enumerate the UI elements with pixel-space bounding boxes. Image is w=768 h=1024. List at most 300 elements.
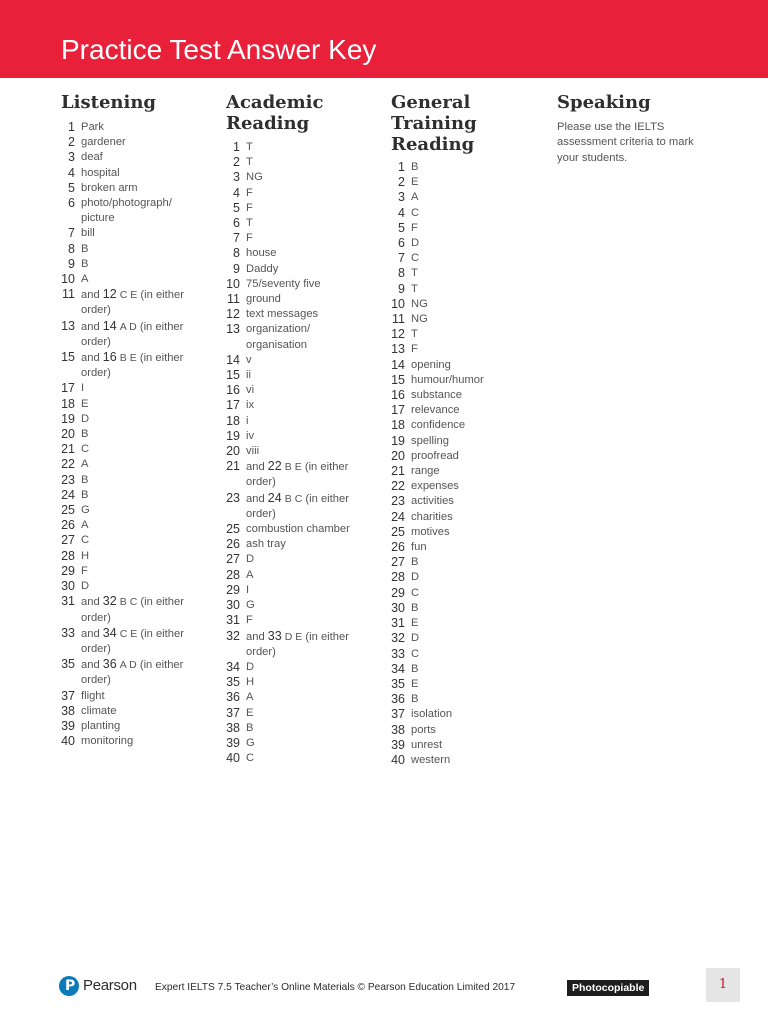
answer-row: [61, 257, 211, 272]
answer-text: [411, 510, 453, 525]
general-training-reading-column: [391, 92, 541, 768]
answer-row: [61, 719, 211, 734]
answer-row: [226, 368, 376, 383]
answer-value: (in either: [304, 461, 349, 474]
answer-row: [391, 631, 541, 646]
answer-value: B: [411, 556, 419, 569]
question-number: 15: [391, 372, 405, 387]
question-number: 14: [226, 352, 240, 367]
answer-value: i: [246, 414, 249, 427]
answer-value: C: [411, 586, 420, 599]
answer-text: [81, 196, 172, 211]
question-number: 6: [398, 236, 405, 251]
answer-row: [226, 675, 376, 690]
question-number: 23: [61, 472, 75, 487]
answer-letters: B C: [119, 596, 138, 609]
answer-text: [246, 186, 253, 201]
answer-text: [81, 150, 103, 165]
answer-text: [81, 412, 89, 427]
question-number: 4: [398, 205, 405, 220]
question-number: 38: [391, 722, 405, 737]
question-number: [226, 338, 240, 353]
answer-row: [61, 196, 211, 211]
answer-row: [391, 464, 541, 479]
question-number: 8: [233, 246, 240, 261]
answer-text: [246, 292, 281, 307]
answer-row: [391, 677, 541, 692]
question-number: 19: [61, 411, 75, 426]
page-title: Practice Test Answer Key: [61, 34, 377, 65]
question-number: 38: [61, 703, 75, 718]
answer-text: [246, 583, 249, 598]
answer-value: planting: [81, 719, 121, 732]
pearson-logo-text: Pearson: [83, 977, 137, 994]
answer-value: E: [411, 617, 419, 630]
answer-row: [226, 231, 376, 246]
section-heading-line: Training: [391, 113, 477, 134]
paired-question-number: 16: [102, 350, 117, 365]
answer-value: gardener: [81, 136, 126, 149]
answer-text: [411, 434, 449, 449]
question-number: 40: [391, 752, 405, 767]
answer-value: H: [81, 549, 90, 562]
answer-value: F: [246, 186, 253, 199]
answer-value: (in either: [305, 630, 349, 643]
answer-value: deaf: [81, 151, 103, 164]
answer-value: ash tray: [246, 538, 286, 551]
answer-value: substance: [411, 389, 462, 402]
and-word: and: [81, 659, 100, 672]
answer-value: A: [246, 568, 254, 581]
answer-row: [391, 373, 541, 388]
answer-value: G: [246, 736, 255, 749]
question-number: 37: [391, 707, 405, 722]
question-number: 24: [61, 487, 75, 502]
answer-value: unrest: [411, 738, 443, 751]
answer-row: [61, 319, 211, 335]
answer-row: [391, 738, 541, 753]
answer-text: [246, 552, 254, 567]
paired-question-number: 24: [267, 490, 282, 505]
answer-row: [61, 611, 211, 626]
answer-value: organisation: [246, 338, 307, 351]
answer-text: [411, 464, 440, 479]
answer-row: [61, 287, 211, 303]
answer-value: (in either: [140, 596, 184, 609]
answer-value: C: [411, 647, 420, 660]
question-number: 33: [61, 625, 75, 640]
answer-value: A: [81, 273, 89, 286]
answer-text: [411, 297, 428, 312]
question-number: 3: [233, 170, 240, 185]
question-number: 35: [391, 676, 405, 691]
answer-row: [61, 503, 211, 518]
question-number: 11: [392, 312, 405, 327]
question-number: 31: [226, 613, 240, 628]
answer-value: (in either: [140, 627, 184, 640]
answer-text: [81, 272, 88, 287]
answer-text: [81, 734, 133, 749]
answer-text: [411, 586, 419, 601]
answer-row: [226, 721, 376, 736]
answer-text: [246, 706, 253, 721]
answer-row: [226, 690, 376, 705]
question-number: [61, 366, 75, 381]
answer-text: [246, 262, 278, 277]
question-number: 11: [62, 287, 75, 302]
answer-row: [391, 616, 541, 631]
answer-text: [81, 211, 115, 226]
question-number: 27: [226, 552, 240, 567]
question-number: 8: [68, 241, 75, 256]
question-number: 29: [391, 585, 405, 600]
answer-row: [226, 444, 376, 459]
answer-text: [246, 598, 255, 613]
question-number: 40: [226, 751, 240, 766]
answer-row: [226, 429, 376, 444]
answer-text: [81, 350, 183, 366]
answer-value: B: [411, 601, 419, 614]
question-number: 7: [398, 251, 405, 266]
answer-text: [81, 533, 89, 548]
answer-text: [81, 564, 88, 579]
answer-text: [411, 282, 418, 297]
question-number: 34: [226, 659, 240, 674]
answer-text: [81, 611, 111, 626]
question-number: 35: [226, 675, 240, 690]
answer-value: ix: [246, 399, 255, 412]
answer-text: [81, 135, 126, 150]
answer-row: [61, 734, 211, 749]
question-number: 1: [233, 140, 240, 154]
answer-text: [81, 488, 88, 503]
answer-row: [226, 277, 376, 292]
and-word: and: [81, 289, 100, 302]
question-number: 36: [226, 690, 240, 705]
question-number: 16: [391, 388, 405, 403]
answer-text: [411, 388, 462, 403]
answer-text: [81, 120, 104, 135]
answer-row: [61, 579, 211, 594]
answer-text: [81, 226, 95, 241]
answer-value: D: [246, 660, 255, 673]
question-number: 9: [68, 256, 75, 271]
answer-value: C: [411, 252, 420, 265]
answer-value: order): [81, 335, 111, 348]
answer-value: B: [246, 721, 254, 734]
answer-text: [246, 216, 253, 231]
answer-text: [411, 479, 459, 494]
answer-value: E: [81, 397, 89, 410]
answer-row: [391, 297, 541, 312]
answer-text: [411, 525, 450, 540]
answer-text: [246, 140, 253, 155]
answer-value: spelling: [411, 434, 449, 447]
answer-text: [411, 236, 419, 251]
answer-row: [226, 522, 376, 537]
answer-row: [61, 488, 211, 503]
answer-row: [226, 537, 376, 552]
answer-row: [391, 723, 541, 738]
question-number: 28: [226, 567, 240, 582]
answer-value: A: [411, 191, 419, 204]
answer-text: [81, 503, 90, 518]
copyright-notice: Expert IELTS 7.5 Teacher’s Online Materials © Pearson Education Limited 2017: [155, 982, 516, 993]
answer-value: v: [246, 353, 252, 366]
answer-row: [226, 629, 376, 645]
answer-row: [391, 753, 541, 768]
answer-value: NG: [246, 171, 263, 184]
answer-row: [391, 540, 541, 555]
answer-text: [246, 246, 276, 261]
answer-letters: A D: [119, 659, 137, 672]
answer-value: B: [81, 242, 89, 255]
photocopiable-badge: Photocopiable: [567, 980, 649, 996]
answer-value: 75/seventy five: [246, 277, 321, 290]
answer-row: [391, 707, 541, 722]
answer-row: [61, 689, 211, 704]
answer-row: [61, 397, 211, 412]
answer-row: [226, 583, 376, 598]
section-heading-line: Listening: [61, 92, 156, 113]
academic-reading-column: [226, 92, 376, 766]
answer-row: [61, 226, 211, 241]
question-number: 18: [391, 418, 405, 433]
answer-text: [81, 626, 184, 642]
answer-text: [411, 555, 418, 570]
answer-value: organization/: [246, 323, 311, 336]
answer-row: [391, 282, 541, 297]
answer-row: [61, 564, 211, 579]
answer-text: [246, 307, 318, 322]
question-number: 24: [391, 509, 405, 524]
question-number: 20: [226, 444, 240, 459]
section-heading-line: Academic: [226, 92, 324, 113]
answer-row: [226, 475, 376, 490]
answer-value: D: [411, 632, 420, 645]
answer-text: [246, 475, 276, 490]
question-number: 13: [226, 322, 240, 337]
question-number: 2: [68, 135, 75, 150]
answer-row: [391, 175, 541, 190]
section-heading-line: General: [391, 92, 471, 113]
question-number: 20: [61, 427, 75, 442]
answer-text: [246, 736, 255, 751]
question-number: 18: [226, 413, 240, 428]
question-number: 23: [226, 490, 240, 505]
question-number: 9: [233, 261, 240, 276]
question-number: 31: [391, 616, 405, 631]
question-number: [226, 645, 240, 660]
answer-text: [411, 449, 459, 464]
answer-text: [81, 181, 138, 196]
and-word: and: [81, 352, 100, 365]
answer-text: [246, 201, 253, 216]
question-number: [61, 211, 75, 226]
answer-value: B: [81, 473, 89, 486]
answer-value: activities: [411, 495, 454, 508]
question-number: 20: [391, 448, 405, 463]
answer-value: D: [246, 553, 255, 566]
answer-text: [246, 751, 254, 766]
answer-value: E: [246, 706, 254, 719]
question-number: 26: [391, 540, 405, 555]
answer-row: [391, 479, 541, 494]
answer-text: [246, 675, 254, 690]
answer-row: [226, 507, 376, 522]
speaking-column: [557, 92, 717, 166]
answer-letters: B E: [284, 461, 302, 474]
answer-row: [61, 211, 211, 226]
answer-value: order): [81, 674, 111, 687]
answer-value: order): [81, 304, 111, 317]
answer-text: [246, 398, 254, 413]
answer-text: [411, 677, 418, 692]
question-number: 12: [226, 307, 240, 322]
answer-text: [246, 170, 263, 185]
answer-row: [391, 236, 541, 251]
answer-value: iv: [246, 429, 255, 442]
answer-value: climate: [81, 704, 117, 717]
question-number: 35: [61, 657, 75, 672]
answer-value: T: [411, 282, 418, 295]
answer-value: picture: [81, 212, 115, 225]
question-number: 27: [391, 555, 405, 570]
answer-value: A: [81, 458, 89, 471]
answer-text: [81, 242, 88, 257]
answer-text: [246, 383, 254, 398]
answer-value: T: [411, 267, 418, 280]
and-word: and: [246, 630, 265, 643]
answer-text: [81, 335, 111, 350]
answer-value: F: [246, 614, 253, 627]
answer-text: [411, 570, 419, 585]
answer-text: [411, 342, 418, 357]
answer-value: proofread: [411, 449, 459, 462]
answer-value: order): [81, 367, 111, 380]
answer-text: [411, 190, 418, 205]
header-banner: [0, 0, 768, 78]
answer-text: [81, 427, 88, 442]
question-number: 11: [227, 292, 240, 307]
answer-value: E: [411, 677, 419, 690]
question-number: 9: [398, 281, 405, 296]
answer-text: [246, 338, 307, 353]
answer-text: [81, 442, 89, 457]
answer-value: C: [246, 752, 255, 765]
question-number: 15: [226, 368, 240, 383]
answer-row: [391, 601, 541, 616]
answer-value: I: [81, 382, 85, 395]
answer-value: (in either: [140, 289, 184, 302]
answer-row: [61, 473, 211, 488]
answer-row: [391, 327, 541, 342]
answer-text: [81, 689, 105, 704]
answer-value: expenses: [411, 480, 459, 493]
question-number: 21: [226, 459, 240, 474]
answer-text: [81, 704, 116, 719]
question-number: 22: [61, 457, 75, 472]
question-number: 10: [61, 272, 75, 287]
answer-value: monitoring: [81, 735, 134, 748]
answer-row: [226, 201, 376, 216]
answer-value: C: [81, 534, 90, 547]
answer-row: [226, 568, 376, 583]
answer-row: [391, 662, 541, 677]
section-heading: [226, 92, 376, 134]
answer-text: [246, 353, 252, 368]
and-word: and: [81, 627, 100, 640]
question-number: 19: [391, 433, 405, 448]
answer-row: [226, 736, 376, 751]
answer-text: [411, 723, 436, 738]
question-number: 6: [233, 216, 240, 231]
answer-row: [391, 586, 541, 601]
answer-row: [226, 645, 376, 660]
paired-question-number: 14: [102, 318, 117, 333]
paired-question-number: 22: [267, 459, 282, 474]
answer-row: [61, 412, 211, 427]
answer-text: [81, 473, 88, 488]
answer-value: D: [411, 237, 420, 250]
answer-value: viii: [246, 445, 260, 458]
question-number: 30: [226, 598, 240, 613]
answer-row: [61, 166, 211, 181]
answer-row: [61, 150, 211, 165]
answer-value: A: [81, 519, 89, 532]
answer-row: [391, 160, 541, 175]
question-number: 10: [391, 296, 405, 311]
answer-row: [61, 303, 211, 318]
question-number: [226, 507, 240, 522]
answer-row: [61, 594, 211, 610]
answer-value: (in either: [139, 659, 184, 672]
answer-text: [246, 568, 253, 583]
answer-value: G: [81, 504, 90, 517]
answer-letters: A D: [119, 320, 137, 333]
answer-value: C: [411, 206, 420, 219]
answer-text: [411, 175, 418, 190]
section-heading-line: Reading: [391, 134, 475, 155]
answer-text: [246, 721, 253, 736]
answer-row: [226, 170, 376, 185]
answer-letters: B C: [284, 492, 303, 505]
answer-row: [61, 704, 211, 719]
answer-value: F: [81, 564, 88, 577]
answer-row: [226, 216, 376, 231]
question-number: 39: [391, 737, 405, 752]
answer-value: text messages: [246, 308, 319, 321]
answer-text: [411, 312, 428, 327]
answer-text: [246, 368, 251, 383]
answer-text: [246, 645, 276, 660]
answer-row: [226, 353, 376, 368]
answer-text: [246, 444, 259, 459]
answer-value: T: [246, 156, 253, 169]
question-number: [61, 673, 75, 688]
answer-row: [391, 434, 541, 449]
answer-row: [391, 403, 541, 418]
answer-text: [81, 287, 184, 303]
answer-text: [81, 457, 88, 472]
answer-row: [226, 338, 376, 353]
answer-value: humour/humor: [411, 373, 484, 386]
question-number: 17: [61, 381, 75, 396]
question-number: [61, 335, 75, 350]
question-number: 27: [61, 533, 75, 548]
question-number: 3: [398, 190, 405, 205]
answer-row: [226, 246, 376, 261]
